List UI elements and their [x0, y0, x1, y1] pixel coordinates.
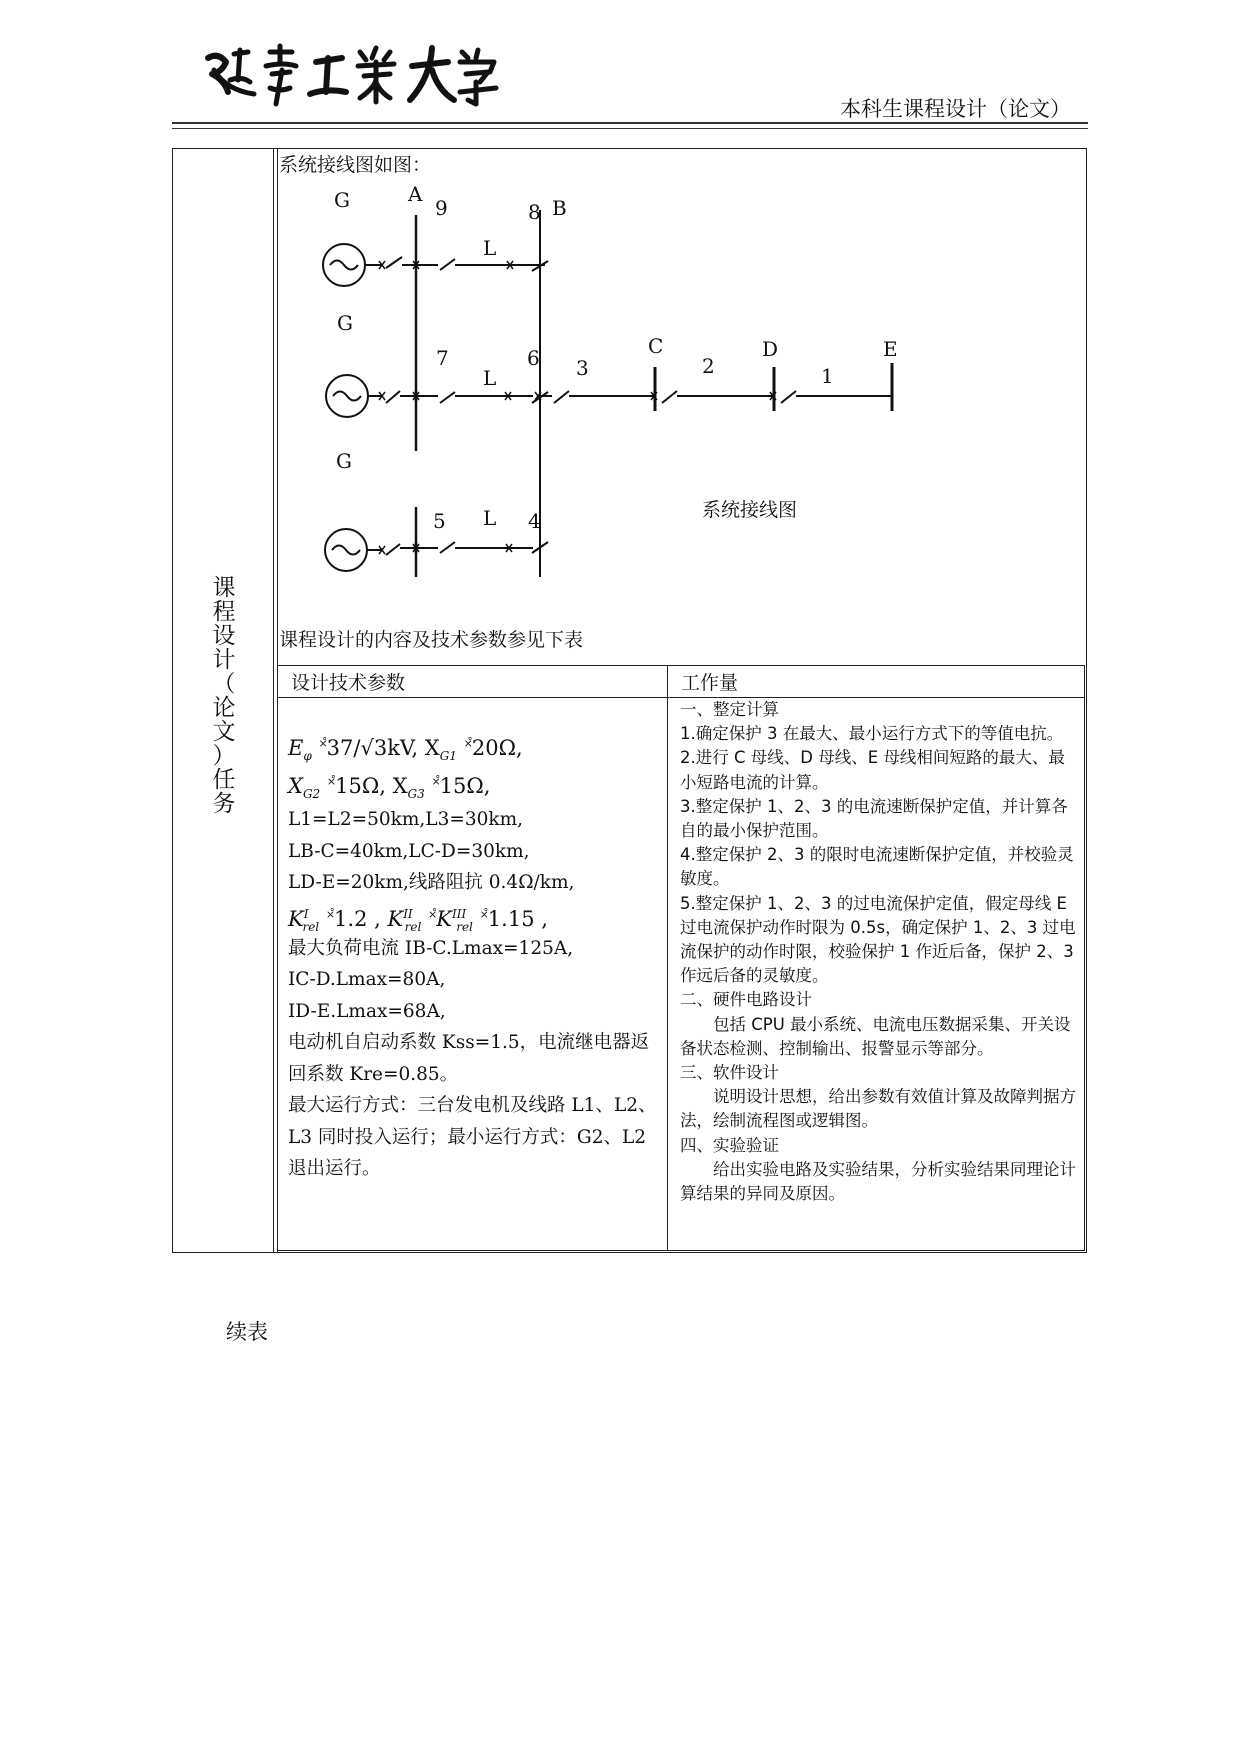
table-column-rule	[667, 665, 668, 1251]
diagram-caption: 系统接线图	[702, 499, 798, 521]
side-char: 课	[212, 575, 236, 601]
label-bus-b: B	[552, 196, 567, 220]
side-char: 计	[212, 647, 236, 673]
param-line-emf: $E_\varphi$ ×̊37/√3kV, $X_{G1}$ ×̊20Ω,	[288, 736, 523, 764]
param-line-bc-cd: LB-C=40km,LC-D=30km,	[288, 840, 530, 862]
label-bus-c: C	[648, 334, 664, 358]
workload-item: 2.进行 C 母线、D 母线、E 母线相间短路的最大、最小短路电流的计算。	[680, 748, 1065, 792]
workload-item: 三、软件设计	[680, 1063, 779, 1083]
side-char: 论	[212, 695, 236, 721]
document-type: 本科生课程设计（论文）	[840, 97, 1071, 121]
label-2: 2	[702, 354, 715, 378]
label-8: 8	[528, 200, 541, 224]
workload-item: 5.整定保护 1、2、3 的过电流保护定值，假定母线 E 过电流保护动作时限为 0.5s，确定保护 1、2、3 过电流保护的动作时限，校验保护 1 作近后备，保护 2、3 作远后备的灵敏度。	[680, 893, 1076, 986]
param-line-iload-bc: 最大负荷电流 IB-C.Lmax=125A,	[288, 937, 574, 959]
side-char: （	[212, 671, 236, 697]
label-g3: G	[336, 449, 352, 473]
university-logo	[200, 40, 500, 112]
side-char: 设	[212, 623, 236, 649]
header-rule	[172, 122, 1088, 129]
design-parameters	[288, 728, 660, 1185]
param-line-lengths: L1=L2=50km,L3=30km,	[288, 809, 524, 830]
workload-item: 四、实验验证	[680, 1135, 779, 1155]
side-char: 程	[212, 599, 236, 625]
side-char: ）	[212, 743, 236, 769]
param-line-krel: $K^I_{rel}$ ×̊1.2 , $K^{II}_{rel}$ $^{\times̊}K^{III}_{rel}$ ×̊1.15 ,	[288, 906, 548, 934]
label-l1: L	[483, 236, 497, 260]
workload-list	[680, 698, 1078, 1206]
task-side-label	[204, 576, 244, 816]
workload-item: 包括 CPU 最小系统、电流电压数据采集、开关设备状态检测、控制输出、报警显示等部分。	[680, 1014, 1071, 1058]
param-line-reactance: $X_{G2}$ ×̊15Ω, $X_{G3}$ ×̊15Ω,	[288, 774, 491, 802]
workload-item: 说明设计思想，给出参数有效值计算及故障判据方法，绘制流程图或逻辑图。	[680, 1087, 1076, 1131]
label-3: 3	[576, 356, 589, 380]
param-line-modes: 最大运行方式：三台发电机及线路 L1、L2、L3 同时投入运行；最小运行方式：G2、L2 退出运行。	[288, 1095, 657, 1179]
label-l3: L	[483, 506, 497, 530]
side-char: 务	[212, 791, 236, 817]
label-1: 1	[821, 364, 834, 388]
workload-item: 一、整定计算	[680, 700, 779, 719]
workload-item: 1.确定保护 3 在最大、最小运行方式下的等值电抗。	[680, 724, 1064, 744]
side-char: 任	[212, 767, 236, 793]
workload-item: 二、硬件电路设计	[680, 990, 812, 1010]
label-4: 4	[528, 509, 541, 533]
label-9: 9	[435, 196, 448, 220]
param-line-iload-cd: IC-D.Lmax=80A,	[288, 969, 446, 990]
label-5: 5	[433, 509, 446, 533]
workload-item: 给出实验电路及实验结果，分析实验结果同理论计算结果的异同及原因。	[680, 1159, 1076, 1204]
workload-item: 4.整定保护 2、3 的限时电流速断保护定值，并校验灵敏度。	[680, 845, 1074, 889]
continued-label: 续表	[226, 1320, 268, 1344]
label-l2: L	[483, 366, 497, 390]
workload-item: 3.整定保护 1、2、3 的电流速断保护定值，并计算各自的最小保护范围。	[680, 796, 1068, 841]
param-line-coefficients: 电动机自启动系数 Kss=1.5，电流继电器返回系数 Kre=0.85。	[288, 1032, 650, 1085]
header-workload: 工作量	[681, 672, 739, 694]
label-bus-e: E	[883, 337, 898, 361]
label-7: 7	[436, 346, 449, 370]
diagram-intro: 系统接线图如图：	[279, 154, 432, 176]
label-g2: G	[337, 311, 353, 335]
label-bus-a: A	[408, 185, 423, 206]
param-line-iload-de: ID-E.Lmax=68A,	[288, 1000, 446, 1022]
label-g1: G	[334, 188, 350, 212]
label-bus-d: D	[762, 337, 779, 361]
side-char: 文	[212, 719, 236, 745]
param-line-de: LD-E=20km,线路阻抗 0.4Ω/km,	[288, 872, 575, 893]
header-design-params: 设计技术参数	[291, 672, 406, 694]
table-intro: 课程设计的内容及技术参数参见下表	[279, 629, 584, 651]
system-wiring-diagram	[278, 185, 1078, 590]
label-6: 6	[527, 346, 540, 370]
